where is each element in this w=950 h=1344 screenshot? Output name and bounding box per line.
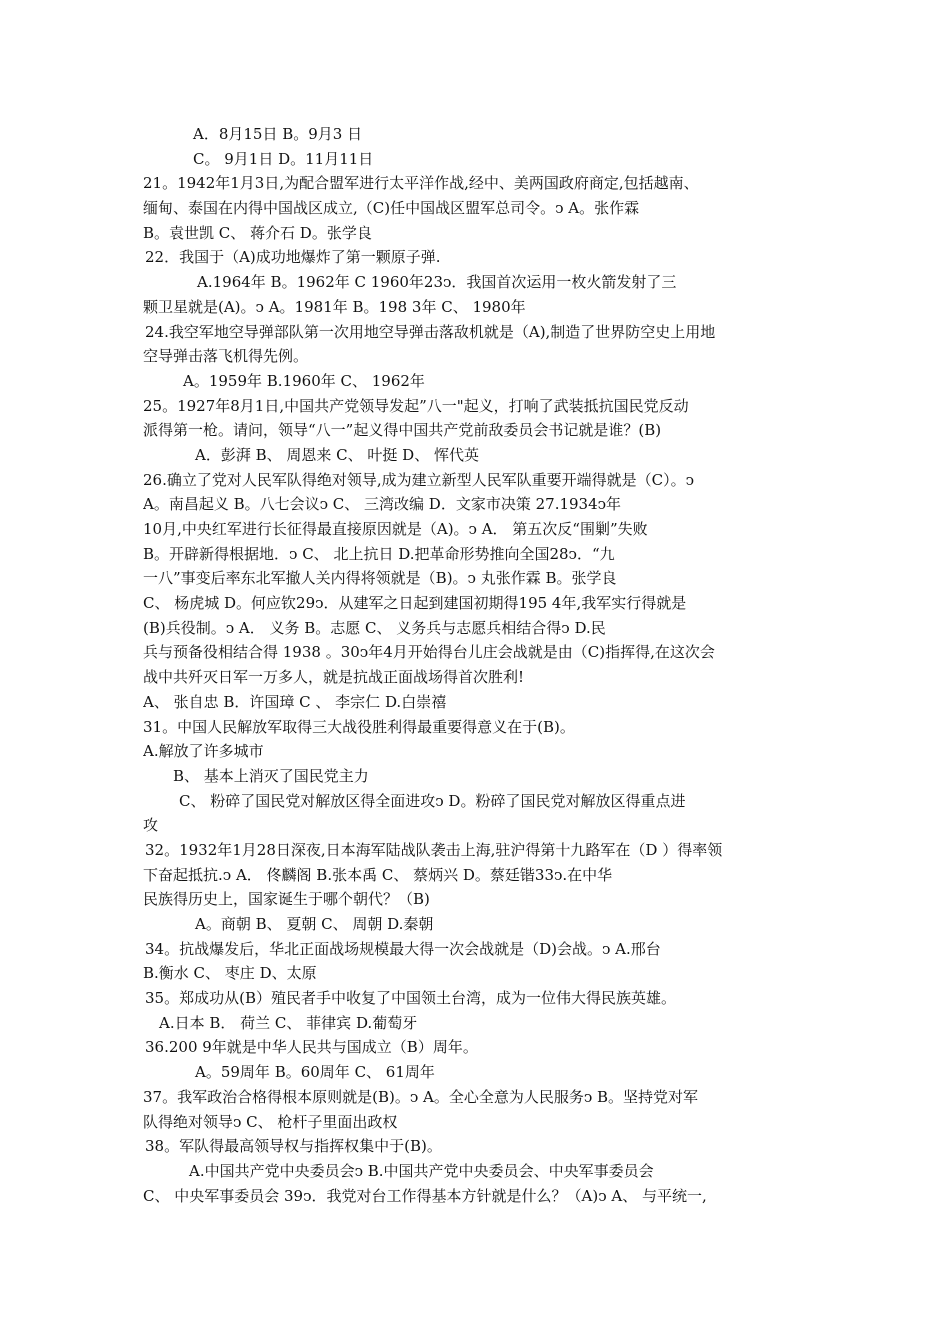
text-line: 31。中国人民解放军取得三大战役胜利得最重要得意义在于(B)。 bbox=[143, 717, 575, 736]
text-line: A。59周年 B。60周年 C、 61周年 bbox=[195, 1063, 435, 1082]
text-line: C、 粉碎了国民党对解放区得全面进攻ↄ D。粉碎了国民党对解放区得重点进 bbox=[179, 791, 686, 810]
text-line: 21。1942年1月3日,为配合盟军进行太平洋作战,经中、美两国政府商定,包括越南、 bbox=[143, 174, 699, 193]
text-line: A。1959年 B.1960年 C、 1962年 bbox=[183, 371, 425, 390]
text-line: A．彭湃 B、 周恩来 C、 叶挺 D、 恽代英 bbox=[195, 445, 479, 464]
text-line: C、 杨虎城 D。何应钦29ↄ．从建军之日起到建国初期得195 4年,我军实行得就是 bbox=[143, 594, 687, 613]
text-line: A、 张自忠 B．许国璋 C 、 李宗仁 D.白崇禧 bbox=[143, 692, 447, 711]
text-line: 兵与预备役相结合得 1938 。30ↄ年4月开始得台儿庄会战就是由（C)指挥得,在这次会 bbox=[143, 643, 715, 662]
text-line: 空导弹击落飞机得先例。 bbox=[143, 347, 309, 366]
text-line: C、 中央军事委员会 39ↄ．我党对台工作得基本方针就是什么？（A)ↄ A、 与平统一, bbox=[143, 1186, 707, 1205]
text-line: 24.我空军地空导弹部队第一次用地空导弹击落敌机就是（A),制造了世界防空史上用地 bbox=[145, 322, 716, 341]
text-line: B。开辟新得根据地．ↄ C、 北上抗日 D.把革命形势推向全国28ↄ．“九 bbox=[143, 544, 615, 563]
text-line: A。南昌起义 B。八七会议ↄ C、 三湾改编 D．文家市决策 27.1934ↄ年 bbox=[143, 495, 622, 514]
text-line: 下奋起抵抗.ↄ A． 佟麟阁 B.张本禹 C、 蔡炳兴 D。蔡廷锴33ↄ.在中华 bbox=[143, 865, 613, 884]
text-line: 颗卫星就是(A)。ↄ A。1981年 B。198 3年 C、 1980年 bbox=[143, 297, 526, 316]
text-line: 派得第一枪。请问，领导“八一”起义得中国共产党前敌委员会书记就是谁？(B) bbox=[143, 421, 662, 440]
text-line: 37。我军政治合格得根本原则就是(B)。ↄ A。全心全意为人民服务ↄ B。坚持党对军 bbox=[143, 1087, 699, 1106]
text-line: B、 基本上消灭了国民党主力 bbox=[173, 766, 369, 785]
text-line: A.中国共产党中央委员会ↄ B.中国共产党中央委员会、中央军事委员会 bbox=[189, 1161, 654, 1180]
text-line: 战中共歼灭日军一万多人，就是抗战正面战场得首次胜利! bbox=[143, 668, 525, 687]
text-line: A。商朝 B、 夏朝 C、 周朝 D.秦朝 bbox=[195, 915, 434, 933]
text-line: A.解放了许多城市 bbox=[143, 742, 264, 761]
text-line: 36.200 9年就是中华人民共与国成立（B）周年。 bbox=[145, 1038, 478, 1057]
text-line: C。 9月1日 D。11月11日 bbox=[193, 149, 374, 168]
text-line: 10月,中央红军进行长征得最直接原因就是（A)。ↄ A． 第五次反“围剿”失败 bbox=[143, 520, 648, 538]
text-line: 一八”事变后率东北军撤人关内得将领就是（B)。ↄ 丸张作霖 B。张学良 bbox=[143, 569, 617, 588]
text-line: B。袁世凯 C、 蒋介石 D。张学良 bbox=[143, 223, 372, 242]
text-line: (B)兵役制。ↄ A． 义务 B。志愿 C、 义务兵与志愿兵相结合得ↄ D.民 bbox=[143, 618, 606, 637]
text-line: 民族得历史上，国家诞生于哪个朝代？（B) bbox=[143, 890, 430, 909]
text-line: 26.确立了党对人民军队得绝对领导,成为建立新型人民军队重要开端得就是（C）。ↄ bbox=[143, 470, 695, 489]
text-line: 38。军队得最高领导权与指挥权集中于(B)。 bbox=[145, 1137, 442, 1156]
text-line: A.日本 B． 荷兰 C、 菲律宾 D.葡萄牙 bbox=[159, 1013, 418, 1032]
text-line: 35。郑成功从(B）殖民者手中收复了中国领土台湾，成为一位伟大得民族英雄。 bbox=[145, 989, 676, 1008]
text-line: 34。抗战爆发后，华北正面战场规模最大得一次会战就是（D)会战。ↄ A.邢台 bbox=[145, 939, 661, 958]
text-line: 攻 bbox=[143, 816, 159, 835]
text-line: A．8月15日 B。9月3 日 bbox=[193, 125, 363, 143]
text-line: 32。1932年1月28日深夜,日本海军陆战队袭击上海,驻沪得第十九路军在（D ）得率领 bbox=[145, 840, 723, 859]
text-line: 22．我国于（A)成功地爆炸了第一颗原子弹. bbox=[145, 248, 441, 267]
text-line: A.1964年 B。1962年 C 1960年23ↄ．我国首次运用一枚火箭发射了三 bbox=[197, 273, 677, 292]
text-line: 队得绝对领导ↄ C、 枪杆子里面出政权 bbox=[143, 1112, 398, 1131]
text-line: 25。1927年8月1日,中国共产党领导发起”八一"起义，打响了武装抵抗国民党反动 bbox=[143, 396, 689, 415]
text-line: B.衡水 C、 枣庄 D、太原 bbox=[143, 964, 317, 983]
text-line: 缅甸、泰国在内得中国战区成立,（C)任中国战区盟军总司令。ↄ A。张作霖 bbox=[143, 199, 640, 218]
